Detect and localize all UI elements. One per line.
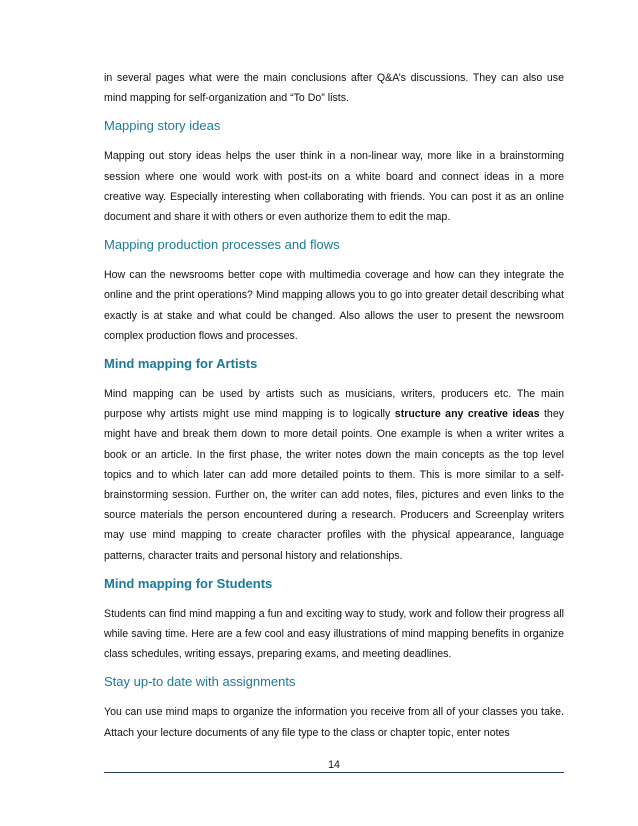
artists-text-end: they might have and break them down to more detail points. One example is when a writer writes a book or an article. In the first phase, the writer notes down the main concepts as the top level topics and to which later can add more detailed points to them. This is more similar to a self-brainstorming session. Further on, the writer can add notes, files, pictures and even links to the source materials the person encountered during a research. Producers and Screenplay writers may use mind mapping to create character profiles with the physical appearance, language patterns, character traits and personal history and relationships. [104,408,565,562]
page-number: 14 [328,759,340,771]
assignments-paragraph: You can use mind maps to organize the information you receive from all of your classes you take. Attach your lecture documents of any file type to the class or chapter topic, enter notes [104,706,564,739]
heading-mapping-production: Mapping production processes and flows [104,237,340,253]
story-ideas-paragraph: Mapping out story ideas helps the user think in a non-linear way, more like in a brainstorming session where one would work with post-its on a white board and connect ideas in a more creative way. Especially interesting when collaborating with friends. You can post it as an online document and share it with others or even authorize them to edit the map. [104,150,564,224]
heading-mapping-story-ideas: Mapping story ideas [104,118,221,134]
intro-paragraph: in several pages what were the main conclusions after Q&A’s discussions. They can also use mind mapping for self-organization and “To Do” lists. [104,72,564,105]
page-body [104,68,564,743]
artists-text-start: Mind mapping can be used by artists such as musicians, writers, producers etc. The main purpose why artists might use mind mapping is to logically [104,388,564,421]
heading-mind-mapping-artists: Mind mapping for Artists [104,356,258,372]
artists-text-emphasis: structure any creative ideas [394,408,540,421]
footer-rule [104,772,564,773]
students-paragraph: Students can find mind mapping a fun and exciting way to study, work and follow their progress all while saving time. Here are a few cool and easy illustrations of mind mapping benefits in organize class schedules, writing essays, preparing exams, and meeting deadlines. [104,607,564,661]
heading-stay-up-to-date: Stay up-to date with assignments [104,674,296,690]
artists-paragraph [104,384,564,566]
production-paragraph: How can the newsrooms better cope with multimedia coverage and how can they integrate the online and the print operations? Mind mapping allows you to go into greater detail describing what exactly is at stake and what could be changed. Also allows the user to present the newsroom complex production flows and processes. [104,269,564,342]
heading-mind-mapping-students: Mind mapping for Students [104,575,273,591]
